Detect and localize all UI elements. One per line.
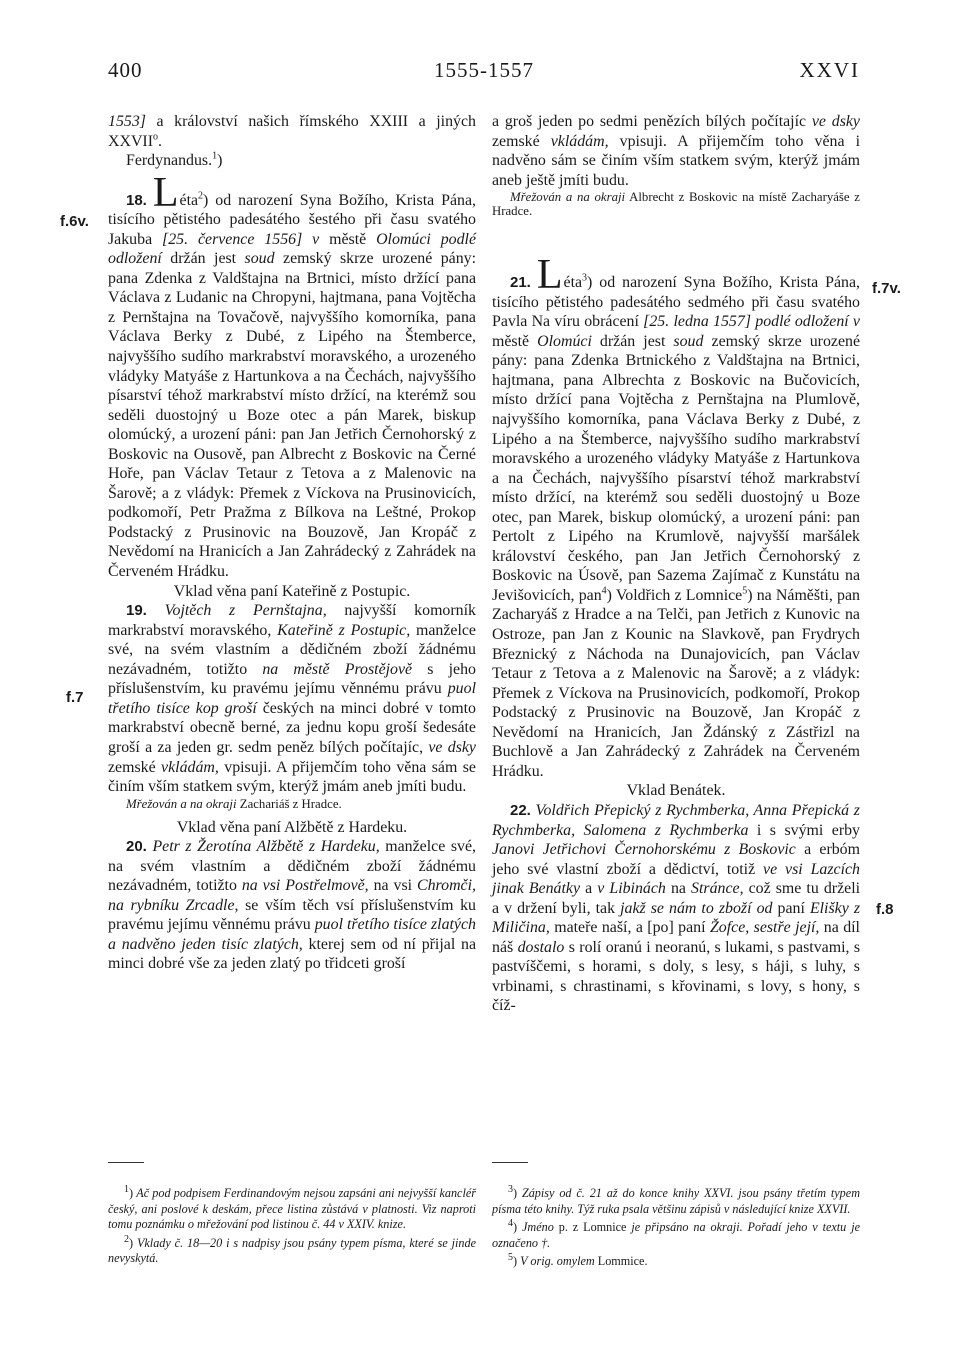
footnotes-right xyxy=(492,1183,860,1273)
entry-21: 21. Léta$^3$) od narození Syna Božího, Krista Pána, tisícího pětistého padesátého sedmého při času svatého Pavla Na víru obrácení [25. ledna 1557] podlé odložení v městě Olomúci držán jest soud zemský skrze urozené pány: pana Zdenka Brtnického z Valdštajna na Brtnici, hajtmana, pana Albrechta z Boskovic na Bučovicích, místo držící pana Vojtěcha z Pernštajna na Plumlově, najvyššího komorníka, pana Václava Berky z Dubé, z Lipého a na Štemberce, najvyššího sudího markrabství moravského a urozeného vládyky Matyáše z Hartunkova a na Čechách, najvyššího písarství téhož markrabství místo držící, na kterémž sou seděli duostojný u Boze otec, pan Marek, biskup olomúcký, a urození páni: pan Pertolt z Lipého na Krumlově, najvyšší maršálek království českého, pan Jan Jetřich Černohorský z Boskovic na Úsově, pan Sazema Zajímač z Kunstátu na Jevišovicích, pan$^4$) Voldřich z Lomnice$^5$) na Náměšti, pan Zacharyáš z Hradce a na Telči, pan Jetřich z Kunovic na Ostroze, pan Jan z Kounic na Slavkově, pan Frydrych Březnický z Náchoda na Dunajovicích, pan Václav Tetaur z Tetova a z Malenovic na Šarově; a z vládyk: Přemek z Víckova na Prusinovicích, podkomoří, Prokop Podstacký z Prusinovic na Bouzově, Jan Kropáč z Nevědomí na Hranicích, Jan Ždánský z Zástřizl na Buchlově a Jan Zahrádecký z Zahrádek na Červeném Hrádku. xyxy=(492,252,860,780)
entry-number: 19. xyxy=(126,602,147,620)
entry-18: 18. Léta$^2$) od narození Syna Božího, Krista Pána, tisícího pětistého padesátého šestého při času svatého Jakuba [25. července 1556] v městě Olomúci podlé odložení držán jest soud zemský skrze urozené pány: pana Zdenka z Valdštajna na Brtnici, místo držící pana Václava z Ludanic na Chropyni, hajtmana, pana Vojtěcha z Pernštajna na Tovačově, najvyššího komorníka, pana Václava Berky z Dubé, z Lipého na Štemberce, najvyššího sudího markrabství moravského, a urozeného vládyky Matyáše z Hartunkova a na Čechách, najvyššího písarství téhož markrabství místo držící, na kterémž sou seděli duostojný u Boze otec a pán Marek, biskup olomúcký, a urození páni: pan Jan Jetřich Černohorský z Boskovic na Ousově, pan Albrecht z Boskovic na Černé Hoře, pan Václav Tetaur z Tetova a z Malenovic na Šarově; a z vládyk: Přemek z Víckova na Prusinovicích, podkomoří, Petr Pražma z Bílkova na Leštné, Prokop Podstacký z Prusinovic na Bouzově, Jan Kropáč z Nevědomí na Hranicích a Jan Zahrádecký z Zahrádek na Červeném Hrádku. xyxy=(108,169,476,581)
left-column xyxy=(108,112,476,974)
drop-initial: L xyxy=(536,252,563,299)
header-volume: XXVI xyxy=(799,58,860,82)
page-number: 400 xyxy=(108,58,143,82)
text-paragraph: a groš jeden po sedmi penězích bílých počítajíc ve dsky zemské vkládám, vpisuji. A přijemčím toho věna i nadvěno sám se činím vším statkem svým, kterýž jmám aneb ještě jmíti budu. xyxy=(492,113,861,189)
note-20: Mřežován a na okraji Albrecht z Boskovic na místě Zacharyáše z Hradce. xyxy=(492,190,860,219)
footnote-rule-left xyxy=(108,1162,144,1163)
right-column xyxy=(492,112,860,1016)
heading-19: Vklad věna paní Kateřině z Postupic. xyxy=(173,582,411,600)
note-19: Mřežován a na okraji Zachariáš z Hradce. xyxy=(126,796,342,811)
footnote-3: $^3$) Zápisy od č. 21 až do konce knihy XXVI. jsou psány třetím typem písma této knihy. Týž ruka psala většinu zápisů v následující knize XXVII. xyxy=(492,1183,860,1216)
footnote-4: $^4$) Jméno p. z Lomnice je připsáno na okraji. Pořadí jeho v textu je označeno †. xyxy=(492,1218,860,1250)
entry-20: 20. Petr z Žerotína Alžbětě z Hardeku, manželce své, na svém vlastním a dědičném zboží žádnému nezávadném, totižto na vsi Postřelmově, na vsi Chromči, na rybníku Zrcadle, se vším těch vsí příslušenstvím ku pravému jejímu věnnému právu puol třetího tisíce zlatých a nadvěno jeden tisíc zlatých, kterej sem od ní přijal na minci dobré vše za jeden zlatý po třidceti groší xyxy=(108,838,477,973)
entry-number: 20. xyxy=(126,838,147,856)
heading-22: Vklad Benátek. xyxy=(626,782,726,800)
drop-initial: L xyxy=(152,169,179,216)
header-years: 1555-1557 xyxy=(434,58,534,82)
footnote-5: $^5$) V orig. omylem Lommice. xyxy=(508,1252,648,1269)
signature-line: Ferdynandus.$^1$) xyxy=(126,150,223,170)
footnote-2: $^2$) Vklady č. 18—20 i s nadpisy jsou psány typem písma, které se jinde nevyskytá. xyxy=(108,1233,476,1266)
margin-folio-7v: f.7v. xyxy=(872,280,901,297)
entry-number: 18. xyxy=(126,191,147,209)
margin-folio-6v: f.6v. xyxy=(60,213,89,230)
footnote-rule-right xyxy=(492,1162,528,1163)
margin-folio-8: f.8 xyxy=(876,901,894,918)
entry-22: 22. Voldřich Přepický z Rychmberka, Anna Přepická z Rychmberka, Salomena z Rychmberka i s svými erby Janovi Jetřichovi Černohorskému z Boskovic a erbóm jeho své vlastní zboží a dědictví, totiž ve vsi Lazcích jinak Benátky a v Libinách na Stránce, což sme tu drželi a v držení byli, tak jakž se nám to zboží od paní Elišky z Miličina, mateře naší, a [po] paní Žofce, sestře její, na díl náš dostalo s rolí oranú i neoranú, s lukami, s pastvami, s pastvíščemi, s horami, s doly, s lesy, s háji, s luhy, s vrbinami, s chrastinami, s křovinami, s lovy, s hony, s číž- xyxy=(492,801,861,1015)
entry-number: 21. xyxy=(510,274,531,292)
heading-20: Vklad věna paní Alžbětě z Hardeku. xyxy=(176,818,408,836)
margin-folio-7: f.7 xyxy=(66,689,84,706)
footnote-1: $^1$) Ač pod podpisem Ferdinandovým nejsou zapsáni ani nejvyšší kancléř český, ani poslové k deskám, přece listina zůstává v platnosti. Viz naproti tomu poznámku o mřežování pod listinou č. 44 v XXIV. knize. xyxy=(108,1183,477,1232)
footnotes-left xyxy=(108,1183,477,1270)
running-header xyxy=(108,58,860,88)
text-paragraph: 1553] a království našich římského XXIII a jiných XXVII$^o$. xyxy=(108,113,476,150)
entry-number: 22. xyxy=(510,801,531,819)
entry-19: 19. Vojtěch z Pernštajna, najvyšší komorník markrabství moravského, Kateřině z Postupic, manželce své, na svém vlastním a dědičném zboží žádnému nezávadném, totižto na městě Prostějově s jeho příslušenstvím, ku pravému jejímu věnnému právu puol třetího tisíce kop groší českých na minci dobré v tomto markrabství obecně berné, za jednu kopu groší šedesáte groší a za jeden gr. sedm peněz bílých počítajíc, ve dsky zemské vkládám, vpisuji. A přijemčím toho věna sám se činím vším statkem svým, kterýž jmám aneb jmíti budu. xyxy=(108,602,476,796)
